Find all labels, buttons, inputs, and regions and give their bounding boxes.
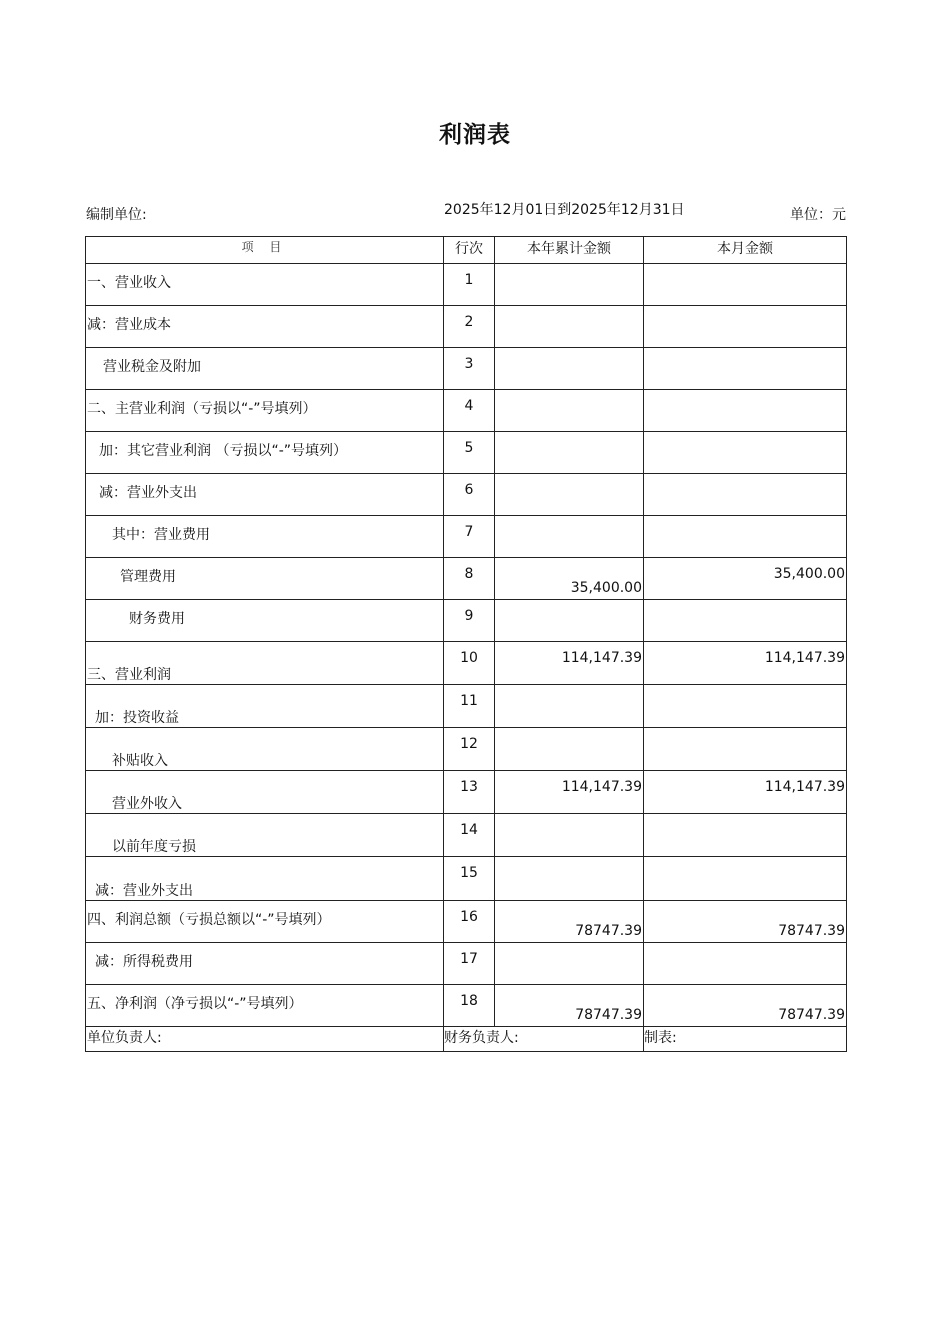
row-ytd-amount bbox=[495, 685, 643, 693]
row-line-number: 17 bbox=[460, 951, 478, 967]
row-month-amount bbox=[644, 685, 846, 693]
row-month-amount: 114,147.39 bbox=[764, 650, 845, 666]
row-month-amount bbox=[644, 943, 846, 951]
table-row bbox=[86, 516, 847, 558]
table-row bbox=[86, 685, 847, 728]
table-row bbox=[86, 306, 847, 348]
table-row bbox=[86, 985, 847, 1027]
org-label: 编制单位: bbox=[86, 207, 147, 223]
row-item-label: 减：营业外支出 bbox=[95, 883, 193, 899]
row-ytd-amount: 114,147.39 bbox=[561, 650, 642, 666]
period-range: 2025年12月01日到2025年12月31日 bbox=[444, 202, 685, 218]
table-row bbox=[86, 901, 847, 943]
row-ytd-amount bbox=[495, 432, 643, 440]
row-line-number: 1 bbox=[464, 272, 474, 288]
table-row bbox=[86, 558, 847, 600]
row-month-amount bbox=[644, 306, 846, 314]
row-month-amount: 35,400.00 bbox=[773, 566, 845, 582]
row-item-label: 减：营业成本 bbox=[87, 317, 171, 333]
row-item-label: 营业外收入 bbox=[112, 796, 182, 812]
table-row bbox=[86, 943, 847, 985]
row-month-amount bbox=[644, 390, 846, 398]
row-month-amount bbox=[644, 264, 846, 272]
row-line-number: 14 bbox=[460, 822, 478, 838]
row-month-amount: 78747.39 bbox=[778, 1007, 845, 1023]
row-line-number: 6 bbox=[464, 482, 474, 498]
row-ytd-amount bbox=[495, 600, 643, 608]
row-month-amount: 114,147.39 bbox=[764, 779, 845, 795]
table-row bbox=[86, 600, 847, 642]
row-ytd-amount bbox=[495, 264, 643, 272]
row-line-number: 12 bbox=[460, 736, 478, 752]
row-ytd-amount bbox=[495, 516, 643, 524]
row-item-label: 财务费用 bbox=[129, 611, 185, 627]
signature-row bbox=[86, 1027, 847, 1052]
row-month-amount: 78747.39 bbox=[778, 923, 845, 939]
row-item-label: 一、营业收入 bbox=[87, 275, 171, 291]
row-month-amount bbox=[644, 474, 846, 482]
row-line-number: 11 bbox=[460, 693, 478, 709]
row-line-number: 15 bbox=[460, 865, 478, 881]
column-header-item: 项 目 bbox=[86, 237, 444, 264]
row-line-number: 2 bbox=[464, 314, 474, 330]
row-item-label: 加：投资收益 bbox=[95, 710, 179, 726]
row-item-label: 管理费用 bbox=[120, 569, 176, 585]
row-month-amount bbox=[644, 857, 846, 865]
row-ytd-amount bbox=[495, 474, 643, 482]
row-month-amount bbox=[644, 348, 846, 356]
row-item-label: 加：其它营业利润 （亏损以“-”号填列） bbox=[99, 443, 348, 459]
row-month-amount bbox=[644, 432, 846, 440]
row-line-number: 3 bbox=[464, 356, 474, 372]
row-item-label: 四、利润总额（亏损总额以“-”号填列） bbox=[87, 912, 331, 928]
report-title: 利润表 bbox=[439, 122, 511, 148]
row-ytd-amount bbox=[495, 857, 643, 865]
unit-head-signature-label: 单位负责人: bbox=[87, 1030, 162, 1046]
row-line-number: 5 bbox=[464, 440, 474, 456]
table-row bbox=[86, 348, 847, 390]
preparer-signature-label: 制表: bbox=[644, 1030, 677, 1046]
row-ytd-amount: 114,147.39 bbox=[561, 779, 642, 795]
row-month-amount bbox=[644, 516, 846, 524]
column-header-line: 行次 bbox=[444, 237, 495, 264]
row-line-number: 18 bbox=[460, 993, 478, 1009]
row-line-number: 10 bbox=[460, 650, 478, 666]
row-item-label: 营业税金及附加 bbox=[103, 359, 201, 375]
row-line-number: 4 bbox=[464, 398, 474, 414]
table-row bbox=[86, 432, 847, 474]
table-row bbox=[86, 728, 847, 771]
row-item-label: 三、营业利润 bbox=[87, 667, 171, 683]
table-header-row bbox=[86, 237, 847, 264]
unit-label: 单位：元 bbox=[790, 207, 846, 223]
row-line-number: 13 bbox=[460, 779, 478, 795]
table-row bbox=[86, 264, 847, 306]
row-month-amount bbox=[644, 814, 846, 822]
row-item-label: 五、净利润（净亏损以“-”号填列） bbox=[87, 996, 303, 1012]
row-line-number: 9 bbox=[464, 608, 474, 624]
table-row bbox=[86, 474, 847, 516]
finance-head-signature-label: 财务负责人: bbox=[444, 1030, 519, 1046]
row-item-label: 以前年度亏损 bbox=[112, 839, 196, 855]
row-ytd-amount bbox=[495, 306, 643, 314]
row-line-number: 8 bbox=[464, 566, 474, 582]
row-ytd-amount: 35,400.00 bbox=[570, 580, 642, 596]
table-row bbox=[86, 857, 847, 901]
row-item-label: 减：营业外支出 bbox=[99, 485, 197, 501]
table-row bbox=[86, 642, 847, 685]
row-ytd-amount bbox=[495, 728, 643, 736]
table-row bbox=[86, 814, 847, 857]
row-ytd-amount bbox=[495, 814, 643, 822]
row-item-label: 补贴收入 bbox=[112, 753, 168, 769]
row-item-label: 其中：营业费用 bbox=[112, 527, 210, 543]
row-item-label: 减：所得税费用 bbox=[95, 954, 193, 970]
column-header-ytd: 本年累计金额 bbox=[495, 237, 644, 264]
row-ytd-amount bbox=[495, 390, 643, 398]
column-header-month: 本月金额 bbox=[644, 237, 847, 264]
row-month-amount bbox=[644, 728, 846, 736]
row-ytd-amount: 78747.39 bbox=[575, 923, 642, 939]
row-month-amount bbox=[644, 600, 846, 608]
table-row bbox=[86, 390, 847, 432]
row-ytd-amount bbox=[495, 348, 643, 356]
row-ytd-amount: 78747.39 bbox=[575, 1007, 642, 1023]
row-line-number: 7 bbox=[464, 524, 474, 540]
table-row bbox=[86, 771, 847, 814]
income-statement-table bbox=[85, 236, 847, 1052]
row-line-number: 16 bbox=[460, 909, 478, 925]
row-ytd-amount bbox=[495, 943, 643, 951]
row-item-label: 二、主营业利润（亏损以“-”号填列） bbox=[87, 401, 317, 417]
